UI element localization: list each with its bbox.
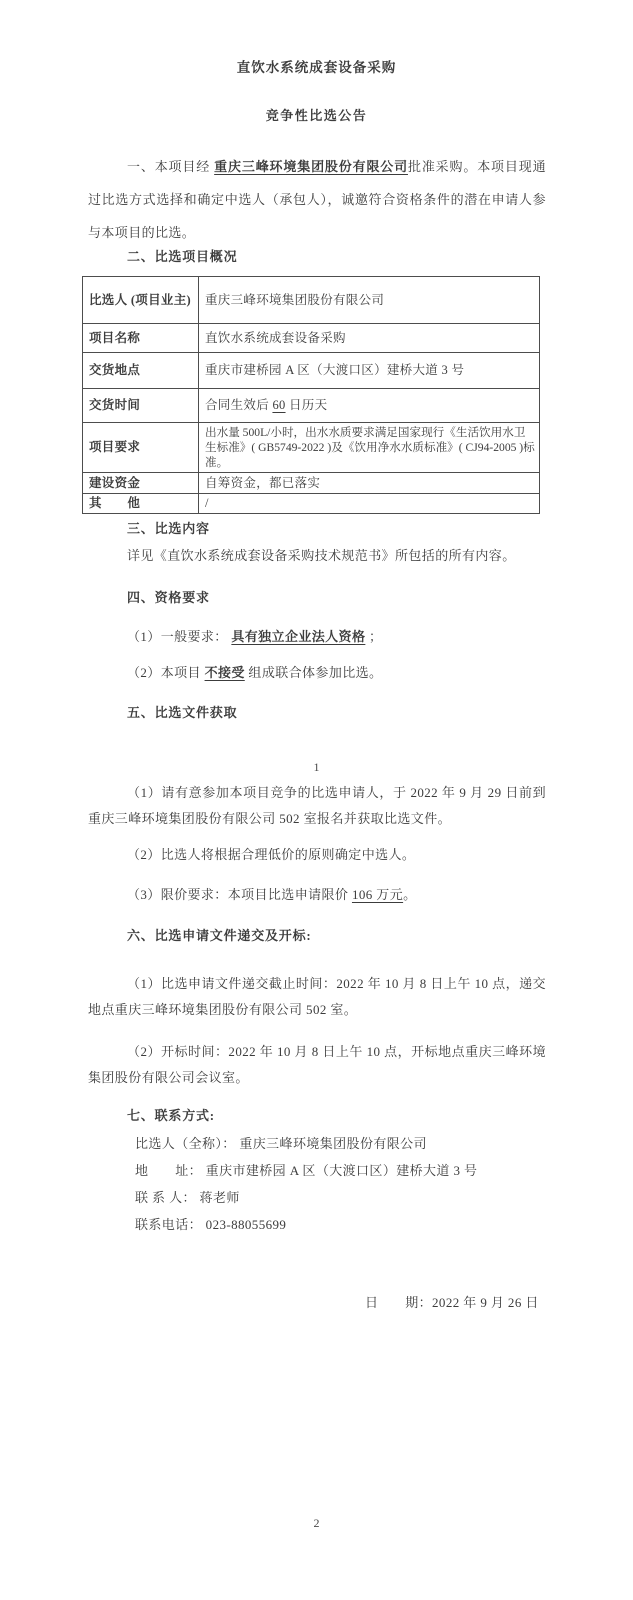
row-label: 交货地点: [83, 353, 199, 389]
item-suffix: 。: [403, 887, 417, 902]
section-5-item-2: （2）比选人将根据合理低价的原则确定中选人。: [127, 847, 416, 862]
date-line: [365, 1294, 539, 1311]
contact-value: 蒋老师: [195, 1190, 240, 1205]
table-row-project-requirements: [83, 423, 540, 473]
section-5-item-3: [88, 882, 546, 908]
intro-company-name: 重庆三峰环境集团股份有限公司: [214, 159, 408, 174]
price-limit-value: 106 万元: [351, 887, 404, 902]
row-label: 交货时间: [83, 389, 199, 423]
contact-applicant: [135, 1130, 575, 1157]
section-4-heading: 四、资格要求: [127, 590, 210, 605]
contact-phone: [135, 1211, 575, 1238]
contact-label: 联系电话：: [135, 1217, 203, 1232]
row-value: 出水量 500L/小时，出水水质要求满足国家现行《生活饮用水卫生标准》( GB5749-2022 )及《饮用净水水质标准》( CJ94-2005 )标准。: [199, 423, 540, 473]
contact-address: [135, 1157, 575, 1184]
row-label: 比选人 (项目业主): [83, 277, 199, 324]
section-5-heading: 五、比选文件获取: [127, 705, 238, 720]
qualification-requirement: 具有独立企业法人资格: [231, 629, 366, 644]
section-3-body: 详见《直饮水系统成套设备采购技术规范书》所包括的所有内容。: [127, 548, 516, 563]
section-3-heading: 三、比选内容: [127, 521, 210, 536]
item-prefix: （3）限价要求：本项目比选申请限价: [127, 887, 352, 902]
table-row-applicant: [83, 277, 540, 324]
table-row-project-name: [83, 324, 540, 353]
contact-label: 比选人（全称）：: [135, 1136, 236, 1151]
project-overview-table: [82, 276, 540, 514]
page-1-number: 1: [313, 760, 320, 774]
item-suffix: 组成联合体参加比选。: [244, 665, 383, 680]
row-value: 重庆市建桥园 A 区（大渡口区）建桥大道 3 号: [199, 353, 540, 389]
section-7-heading: 七、联系方式:: [127, 1108, 215, 1123]
delivery-time-prefix: 合同生效后: [205, 398, 273, 412]
document-title: 直饮水系统成套设备采购: [236, 60, 397, 75]
row-label: 其 他: [83, 494, 199, 514]
item-prefix: （1）一般要求：: [127, 629, 232, 644]
contact-value: 重庆市建桥园 A 区（大渡口区）建桥大道 3 号: [202, 1163, 478, 1178]
row-value: 直饮水系统成套设备采购: [199, 324, 540, 353]
delivery-time-suffix: 日历天: [285, 398, 328, 412]
row-value: [199, 389, 540, 423]
section-2-heading: 二、比选项目概况: [127, 249, 238, 264]
date-value: 2022 年 9 月 26 日: [432, 1295, 539, 1310]
row-value: 重庆三峰环境集团股份有限公司: [199, 277, 540, 324]
section-6-item-1: （1）比选申请文件递交截止时间：2022 年 10 月 8 日上午 10 点，递交地点重庆三峰环境集团股份有限公司 502 室。: [88, 976, 546, 1017]
row-value: 自筹资金，都已落实: [199, 473, 540, 494]
row-label: 建设资金: [83, 473, 199, 494]
row-value: /: [199, 494, 540, 514]
item-suffix: ；: [365, 629, 383, 644]
consortium-not-accepted: 不接受: [204, 665, 245, 680]
contact-value: 023-88055699: [202, 1217, 287, 1232]
page-2-number: 2: [313, 1516, 320, 1530]
contact-label: 联 系 人：: [135, 1190, 196, 1205]
section-4-item-1: [88, 628, 546, 645]
contact-value: 重庆三峰环境集团股份有限公司: [235, 1136, 427, 1151]
section-6-item-2: （2）开标时间：2022 年 10 月 8 日上午 10 点，开标地点重庆三峰环境集团股份有限公司会议室。: [88, 1044, 546, 1085]
row-label: 项目名称: [83, 324, 199, 353]
document-subtitle: 竞争性比选公告: [265, 108, 368, 123]
table-row-other: [83, 494, 540, 514]
section-4-item-2: [88, 664, 546, 681]
intro-paragraph: [88, 150, 546, 249]
item-prefix: （2）本项目: [127, 665, 205, 680]
contact-block: [135, 1130, 575, 1238]
section-5-item-1: （1）请有意参加本项目竞争的比选申请人，于 2022 年 9 月 29 日前到重庆三峰环境集团股份有限公司 502 室报名并获取比选文件。: [88, 785, 546, 826]
intro-suffix: 批准采购。本项目现通过比选方式选择和确定中选人（承包人），诚邀符合资格条件的潜在申请人参与本项目的比选。: [88, 159, 546, 240]
row-label: 项目要求: [83, 423, 199, 473]
delivery-time-days: 60: [272, 398, 286, 412]
section-6-heading: 六、比选申请文件递交及开标:: [127, 928, 312, 943]
intro-prefix: 一、本项目经: [127, 159, 215, 174]
contact-person: [135, 1184, 575, 1211]
contact-label: 地 址：: [135, 1163, 203, 1178]
table-row-delivery-time: [83, 389, 540, 423]
date-label: 日 期：: [365, 1295, 433, 1310]
table-row-funding: [83, 473, 540, 494]
table-row-delivery-place: [83, 353, 540, 389]
